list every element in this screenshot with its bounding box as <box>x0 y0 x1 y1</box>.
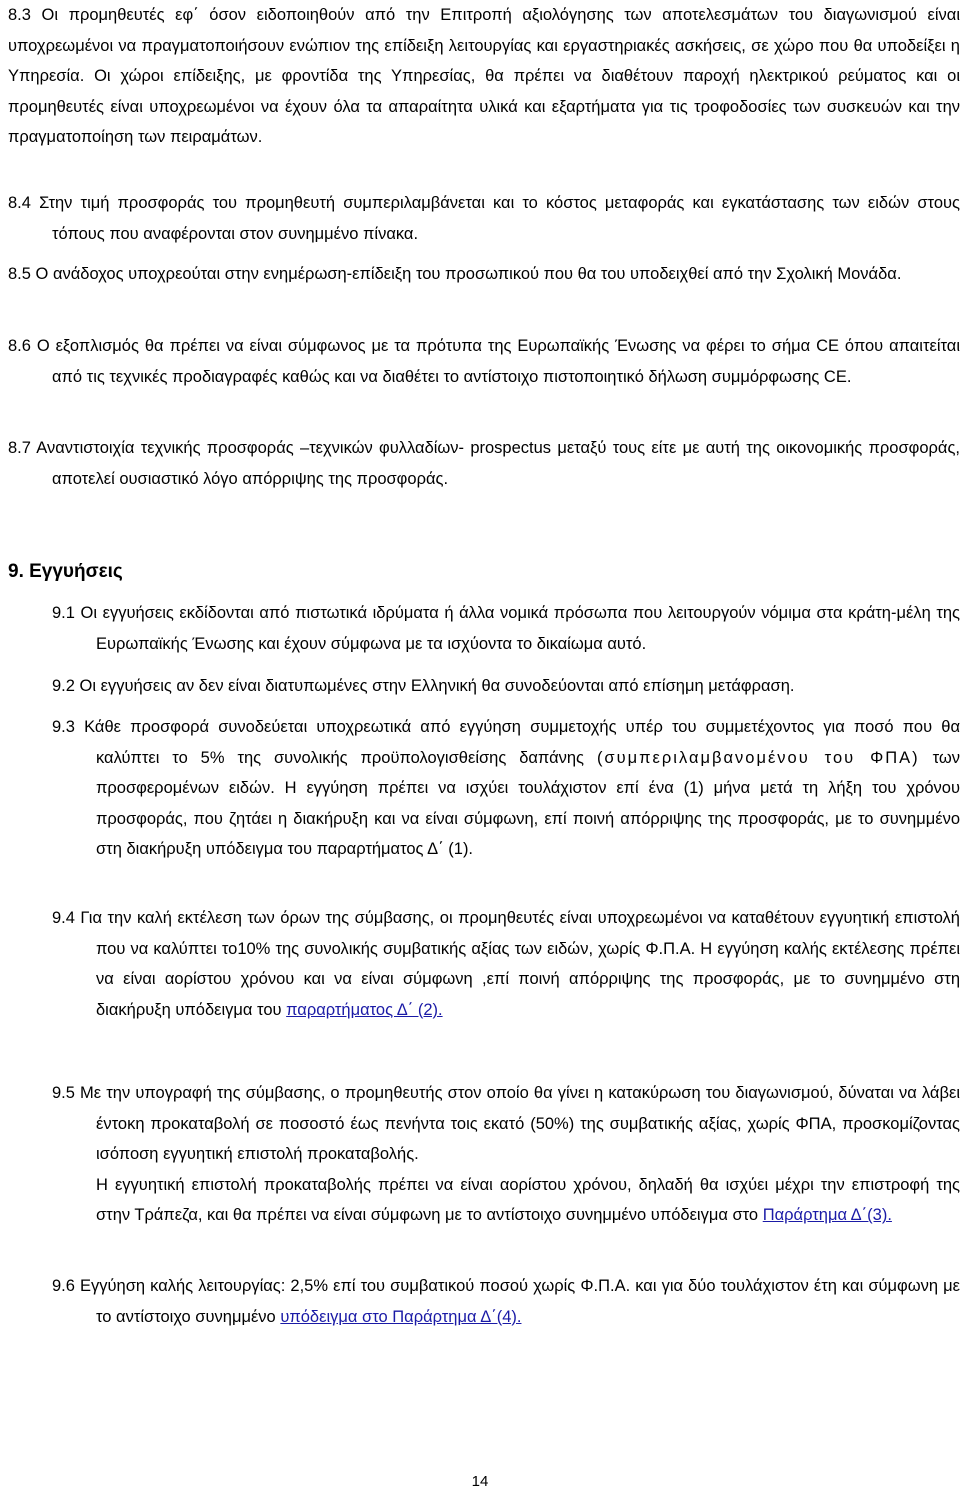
page-number: 14 <box>471 1473 489 1490</box>
annex-d2-link[interactable]: παραρτήματος Δ΄ (2). <box>286 1000 443 1019</box>
paragraph-8-4-text: 8.4 Στην τιμή προσφοράς του προμηθευτή συμπεριλαμβάνεται και το κόστος μεταφοράς και εγκατάστασης των ειδών στους τόπους που αναφέρονται στον συνημμένο πίνακα. <box>8 194 960 243</box>
annex-d4-link[interactable]: υπόδειγμα στο Παράρτημα Δ΄(4). <box>280 1307 522 1326</box>
paragraph-9-5-text-a: 9.5 Με την υπογραφή της σύμβασης, ο προμηθευτής στον οποίο θα γίνει η κατακύρωση του διαγωνισμού, δύναται να λάβει έντοκη προκαταβολή σε ποσοστό έως πενήντα τοις εκατό (50%) της συμβατικής αξίας, χωρίς ΦΠΑ, προσκομίζοντας ισόποση εγγυητική επιστολή προκαταβολής. <box>52 1084 960 1164</box>
paragraph-9-2-text: 9.2 Οι εγγυήσεις αν δεν είναι διατυπωμένες στην Ελληνική θα συνοδεύονται από επίσημη μετάφραση. <box>52 677 795 695</box>
paragraph-9-3-text-a: 9.3 Κάθε προσφορά συνοδεύεται υποχρεωτικά από εγγύηση συμμετοχής υπέρ του συμμετέχοντος για ποσό που θα καλύπτει το 5% της συνολικής προϋπολογισθείσης δαπάνης <box>52 718 960 767</box>
paragraph-9-6-text: 9.6 Εγγύηση καλής λειτουργίας: 2,5% επί του συμβατικού ποσού χωρίς Φ.Π.Α. και για δύο τουλάχιστον έτη και σύμφωνη με το αντίστοιχο συνημμένο <box>52 1277 960 1326</box>
paragraph-8-7 <box>8 433 960 494</box>
paragraph-9-1-text: 9.1 Οι εγγυήσεις εκδίδονται από πιστωτικά ιδρύματα ή άλλα νομικά πρόσωπα που λειτουργούν νόμιμα στα κράτη-μέλη της Ευρωπαϊκής Ένωσης και έχουν σύμφωνα με τα ισχύοντα το δικαίωμα αυτό. <box>52 604 960 653</box>
paragraph-9-3 <box>52 712 960 865</box>
paragraph-9-4-text: 9.4 Για την καλή εκτέλεση των όρων της σύμβασης, οι προμηθευτές είναι υποχρεωμένοι να καταθέτουν εγγυητική επιστολή που να καλύπτει το10% της συνολικής συμβατικής αξίας των ειδών, χωρίς Φ.Π.Α. Η εγγύηση καλής εκτέλεσης πρέπει να είναι αορίστου χρόνου και να είναι σύμφωνη ,επί ποινή απόρριψης της προσφοράς, με το συνημμένο στη διακήρυξη υπόδειγμα του <box>52 909 960 1019</box>
paragraph-8-5-text: 8.5 Ο ανάδοχος υποχρεούται στην ενημέρωση-επίδειξη του προσωπικού που θα του υποδειχθεί από την Σχολική Μονάδα. <box>8 265 902 283</box>
paragraph-8-4 <box>8 188 960 249</box>
paragraph-8-7-text: 8.7 Αναντιστοιχία τεχνικής προσφοράς –τεχνικών φυλλαδίων- prospectus μεταξύ τους είτε με αυτή της οικονομικής προσφοράς, αποτελεί ουσιαστικό λόγο απόρριψης της προσφοράς. <box>8 439 960 488</box>
paragraph-8-6 <box>8 331 960 392</box>
paragraph-8-6-text: 8.6 Ο εξοπλισμός θα πρέπει να είναι σύμφωνος με τα πρότυπα της Ευρωπαϊκής Ένωσης να φέρει το σήμα CE όπου απαιτείται από τις τεχνικές προδιαγραφές καθώς και να διαθέτει το αντίστοιχο πιστοποιητικό δήλωση συμμόρφωσης CE. <box>8 337 960 386</box>
paragraph-9-3-text-b: των προσφερομένων ειδών. Η εγγύηση πρέπει να ισχύει τουλάχιστον επί ένα (1) μήνα μετά τη λήξη του χρόνου προσφοράς, που ζητάει η διακήρυξη και να είναι σύμφωνη, επί ποινή απόρριψης της προσφοράς, με το συνημμένο στη διακήρυξη υπόδειγμα του παραρτήματος Δ΄ (1). <box>96 748 960 859</box>
paragraph-9-4 <box>52 903 960 1025</box>
section-9-heading: 9. Εγγυήσεις <box>8 561 123 582</box>
paragraph-9-2 <box>52 671 960 702</box>
paragraph-9-1 <box>52 598 960 659</box>
paragraph-8-3: 8.3 Οι προμηθευτές εφ΄ όσον ειδοποιηθούν από την Επιτροπή αξιολόγησης των αποτελεσμάτων του διαγωνισμού είναι υποχρεωμένοι να πραγματοποιήσουν ενώπιον της επίδειξη λειτουργίας και εργαστηριακές ασκήσεις, σε χώρο που θα υποδείξει η Υπηρεσία. Οι χώροι επίδειξης, με φροντίδα της Υπηρεσίας, θα πρέπει να διαθέτουν παροχή ηλεκτρικού ρεύματος και οι προμηθευτές είναι υποχρεωμένοι να έχουν όλα τα απαραίτητα υλικά και εξαρτήματα για τις τροφοδοσίες των συσκευών και την πραγματοποίηση των πειραμάτων. <box>8 6 960 147</box>
annex-d3-link[interactable]: Παράρτημα Δ΄(3). <box>762 1206 892 1225</box>
paragraph-9-6 <box>52 1271 960 1332</box>
paragraph-9-3-spaced: (συμπεριλαμβανομένου του ΦΠΑ) <box>596 748 920 767</box>
paragraph-8-5 <box>8 259 960 290</box>
paragraph-9-5 <box>52 1078 960 1231</box>
paragraph-9-5-text-b: Η εγγυητική επιστολή προκαταβολής πρέπει να είναι αορίστου χρόνου, δηλαδή θα ισχύει μέχρι την επιστροφή της στην Τράπεζα, και θα πρέπει να είναι σύμφωνη με το αντίστοιχο συνημμένο υπόδειγμα στο <box>96 1175 960 1225</box>
